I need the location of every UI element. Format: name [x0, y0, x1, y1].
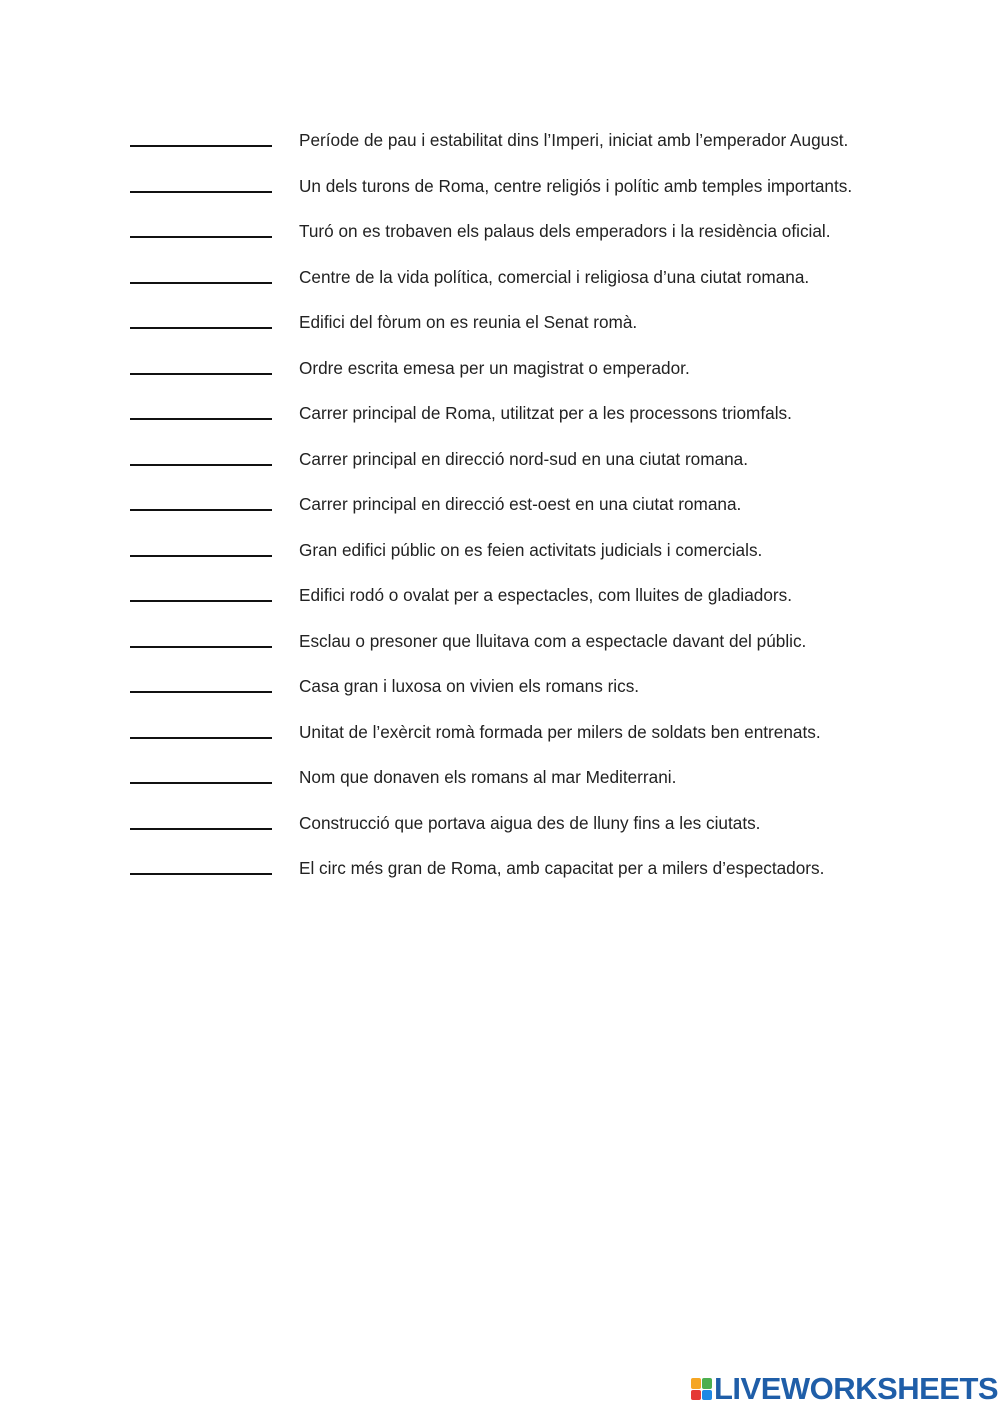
- definition-text: Edifici rodó o ovalat per a espectacles, com lluites de gladiadors.: [299, 585, 792, 605]
- definition-text: Gran edifici públic on es feien activitats judicials i comercials.: [299, 539, 763, 560]
- answer-blank[interactable]: [130, 855, 272, 875]
- list-item: [0, 763, 999, 794]
- answer-blank[interactable]: [130, 673, 272, 693]
- answer-blank[interactable]: [130, 582, 272, 602]
- definition-text: Nom que donaven els romans al mar Mediterrani.: [299, 767, 677, 787]
- definition-text: Construcció que portava aigua des de lluny fins a les ciutats.: [299, 812, 761, 833]
- list-item: [0, 627, 999, 658]
- definition-text: Edifici del fòrum on es reunia el Senat romà.: [299, 312, 638, 332]
- answer-blank[interactable]: [130, 309, 272, 329]
- list-item: [0, 854, 999, 885]
- definition-text: Carrer principal de Roma, utilitzat per a les processons triomfals.: [299, 403, 792, 423]
- list-item: [0, 809, 999, 840]
- answer-blank[interactable]: [130, 173, 272, 193]
- answer-blank[interactable]: [130, 446, 272, 466]
- definition-text: Període de pau i estabilitat dins l’Imperi, iniciat amb l’emperador August.: [299, 130, 849, 150]
- definition-text: Un dels turons de Roma, centre religiós i polític amb temples importants.: [299, 175, 853, 196]
- definition-text: Casa gran i luxosa on vivien els romans rics.: [299, 676, 640, 696]
- logo-square-icon: [702, 1378, 712, 1389]
- logo-text: LIVEWORKSHEETS: [714, 1371, 999, 1406]
- answer-blank[interactable]: [130, 491, 272, 511]
- answer-blank[interactable]: [130, 218, 272, 238]
- list-item: [0, 399, 999, 430]
- answer-blank[interactable]: [130, 355, 272, 375]
- list-item: [0, 672, 999, 703]
- list-item: [0, 445, 999, 476]
- list-item: [0, 263, 999, 294]
- list-item: [0, 718, 999, 749]
- answer-blank[interactable]: [130, 400, 272, 420]
- definition-text: Carrer principal en direcció est-oest en una ciutat romana.: [299, 494, 742, 514]
- definition-text: El circ més gran de Roma, amb capacitat per a milers d’espectadors.: [299, 858, 825, 878]
- answer-blank[interactable]: [130, 719, 272, 739]
- definition-text: Turó on es trobaven els palaus dels emperadors i la residència oficial.: [299, 221, 831, 241]
- liveworksheets-logo: [691, 1371, 999, 1406]
- answer-blank[interactable]: [130, 764, 272, 784]
- answer-blank[interactable]: [130, 127, 272, 147]
- logo-square-icon: [691, 1378, 701, 1389]
- list-item: [0, 308, 999, 339]
- definition-text: Ordre escrita emesa per un magistrat o emperador.: [299, 357, 690, 378]
- logo-square-icon: [702, 1390, 712, 1401]
- definition-text: Unitat de l’exèrcit romà formada per milers de soldats ben entrenats.: [299, 721, 821, 742]
- definition-text: Carrer principal en direcció nord-sud en una ciutat romana.: [299, 448, 749, 469]
- answer-blank[interactable]: [130, 810, 272, 830]
- logo-badge-icon: [691, 1378, 712, 1400]
- answer-blank[interactable]: [130, 264, 272, 284]
- logo-square-icon: [691, 1390, 701, 1401]
- list-item: [0, 490, 999, 521]
- answer-blank[interactable]: [130, 537, 272, 557]
- list-item: [0, 536, 999, 567]
- definition-text: Centre de la vida política, comercial i religiosa d’una ciutat romana.: [299, 266, 810, 287]
- answer-blank[interactable]: [130, 628, 272, 648]
- list-item: [0, 217, 999, 248]
- list-item: [0, 581, 999, 612]
- definition-text: Esclau o presoner que lluitava com a espectacle davant del públic.: [299, 630, 807, 651]
- list-item: [0, 126, 999, 157]
- worksheet: [0, 126, 999, 900]
- list-item: [0, 354, 999, 385]
- list-item: [0, 172, 999, 203]
